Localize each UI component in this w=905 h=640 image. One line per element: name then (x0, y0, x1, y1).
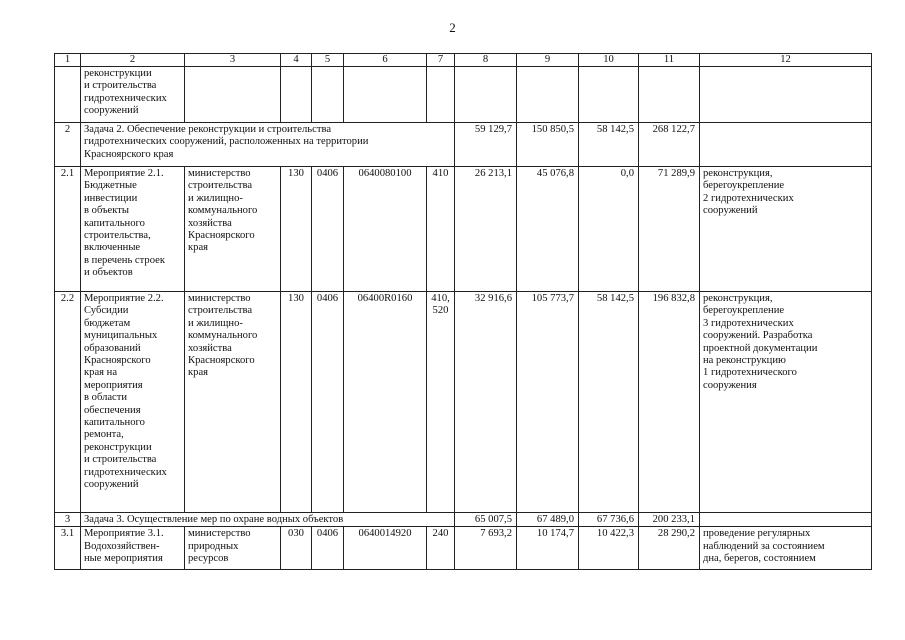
value-cell: 67 736,6 (579, 513, 639, 527)
col-header: 3 (185, 54, 281, 67)
value-cell: 10 174,7 (517, 527, 579, 570)
col-header: 5 (312, 54, 344, 67)
table-row (55, 292, 872, 513)
col-header: 9 (517, 54, 579, 67)
column-numbers-row (55, 54, 872, 67)
organization: министерство строительства и жилищно- коммунального хозяйства Красноярского края (185, 292, 281, 513)
value-cell: 0,0 (579, 167, 639, 292)
value-cell: 59 129,7 (455, 123, 517, 167)
col-header: 10 (579, 54, 639, 67)
col-header: 1 (55, 54, 81, 67)
value-cell: 10 422,3 (579, 527, 639, 570)
col-header: 7 (427, 54, 455, 67)
table-row (55, 527, 872, 570)
col-header: 4 (281, 54, 312, 67)
value-cell: 7 693,2 (455, 527, 517, 570)
value-cell: 67 489,0 (517, 513, 579, 527)
code-cell: 0406 (312, 167, 344, 292)
code-cell: 410, 520 (427, 292, 455, 513)
table-row (55, 67, 872, 123)
col-header: 11 (639, 54, 700, 67)
col-header: 6 (344, 54, 427, 67)
row-number: 2 (55, 123, 81, 167)
code-cell: 0640014920 (344, 527, 427, 570)
value-cell: 105 773,7 (517, 292, 579, 513)
row-number: 3.1 (55, 527, 81, 570)
measure-name: Мероприятие 3.1. Водохозяйствен- ные мероприятия (81, 527, 185, 570)
expected-result: проведение регулярных наблюдений за состоянием дна, берегов, состоянием (700, 527, 872, 570)
value-cell: 45 076,8 (517, 167, 579, 292)
expected-result: реконструкция, берегоукрепление 3 гидротехнических сооружений. Разработка проектной документации на реконструкцию 1 гидротехнического сооружения (700, 292, 872, 513)
value-cell: 268 122,7 (639, 123, 700, 167)
row-number: 2.1 (55, 167, 81, 292)
value-cell: 58 142,5 (579, 292, 639, 513)
value-cell: 150 850,5 (517, 123, 579, 167)
code-cell: 0406 (312, 527, 344, 570)
budget-table (54, 53, 872, 570)
measure-name: Мероприятие 2.1. Бюджетные инвестиции в объекты капитального строительства, включенные в перечень строек и объектов (81, 167, 185, 292)
value-cell: 65 007,5 (455, 513, 517, 527)
code-cell: 030 (281, 527, 312, 570)
task-row (55, 123, 872, 167)
col-header: 2 (81, 54, 185, 67)
value-cell: 26 213,1 (455, 167, 517, 292)
row-number: 2.2 (55, 292, 81, 513)
code-cell: 130 (281, 292, 312, 513)
code-cell: 06400R0160 (344, 292, 427, 513)
code-cell: 0406 (312, 292, 344, 513)
task-title: Задача 3. Осуществление мер по охране водных объектов (81, 513, 455, 527)
value-cell: 200 233,1 (639, 513, 700, 527)
page-number: 2 (449, 20, 456, 35)
task-row (55, 513, 872, 527)
value-cell: 71 289,9 (639, 167, 700, 292)
measure-name: реконструкции и строительства гидротехнических сооружений (81, 67, 185, 123)
value-cell: 58 142,5 (579, 123, 639, 167)
row-number: 3 (55, 513, 81, 527)
value-cell: 28 290,2 (639, 527, 700, 570)
value-cell: 32 916,6 (455, 292, 517, 513)
col-header: 8 (455, 54, 517, 67)
organization: министерство строительства и жилищно- коммунального хозяйства Красноярского края (185, 167, 281, 292)
task-title: Задача 2. Обеспечение реконструкции и строительства гидротехнических сооружений, расположенных на территории Красноярского края (81, 123, 455, 167)
code-cell: 410 (427, 167, 455, 292)
code-cell: 0640080100 (344, 167, 427, 292)
measure-name: Мероприятие 2.2. Субсидии бюджетам муниципальных образований Красноярского края на мероприятия в области обеспечения капитального ремонта, реконструкции и строительства гидротехнических сооружений (81, 292, 185, 513)
value-cell: 196 832,8 (639, 292, 700, 513)
organization: министерство природных ресурсов (185, 527, 281, 570)
table-row (55, 167, 872, 292)
code-cell: 240 (427, 527, 455, 570)
code-cell: 130 (281, 167, 312, 292)
expected-result: реконструкция, берегоукрепление 2 гидротехнических сооружений (700, 167, 872, 292)
col-header: 12 (700, 54, 872, 67)
